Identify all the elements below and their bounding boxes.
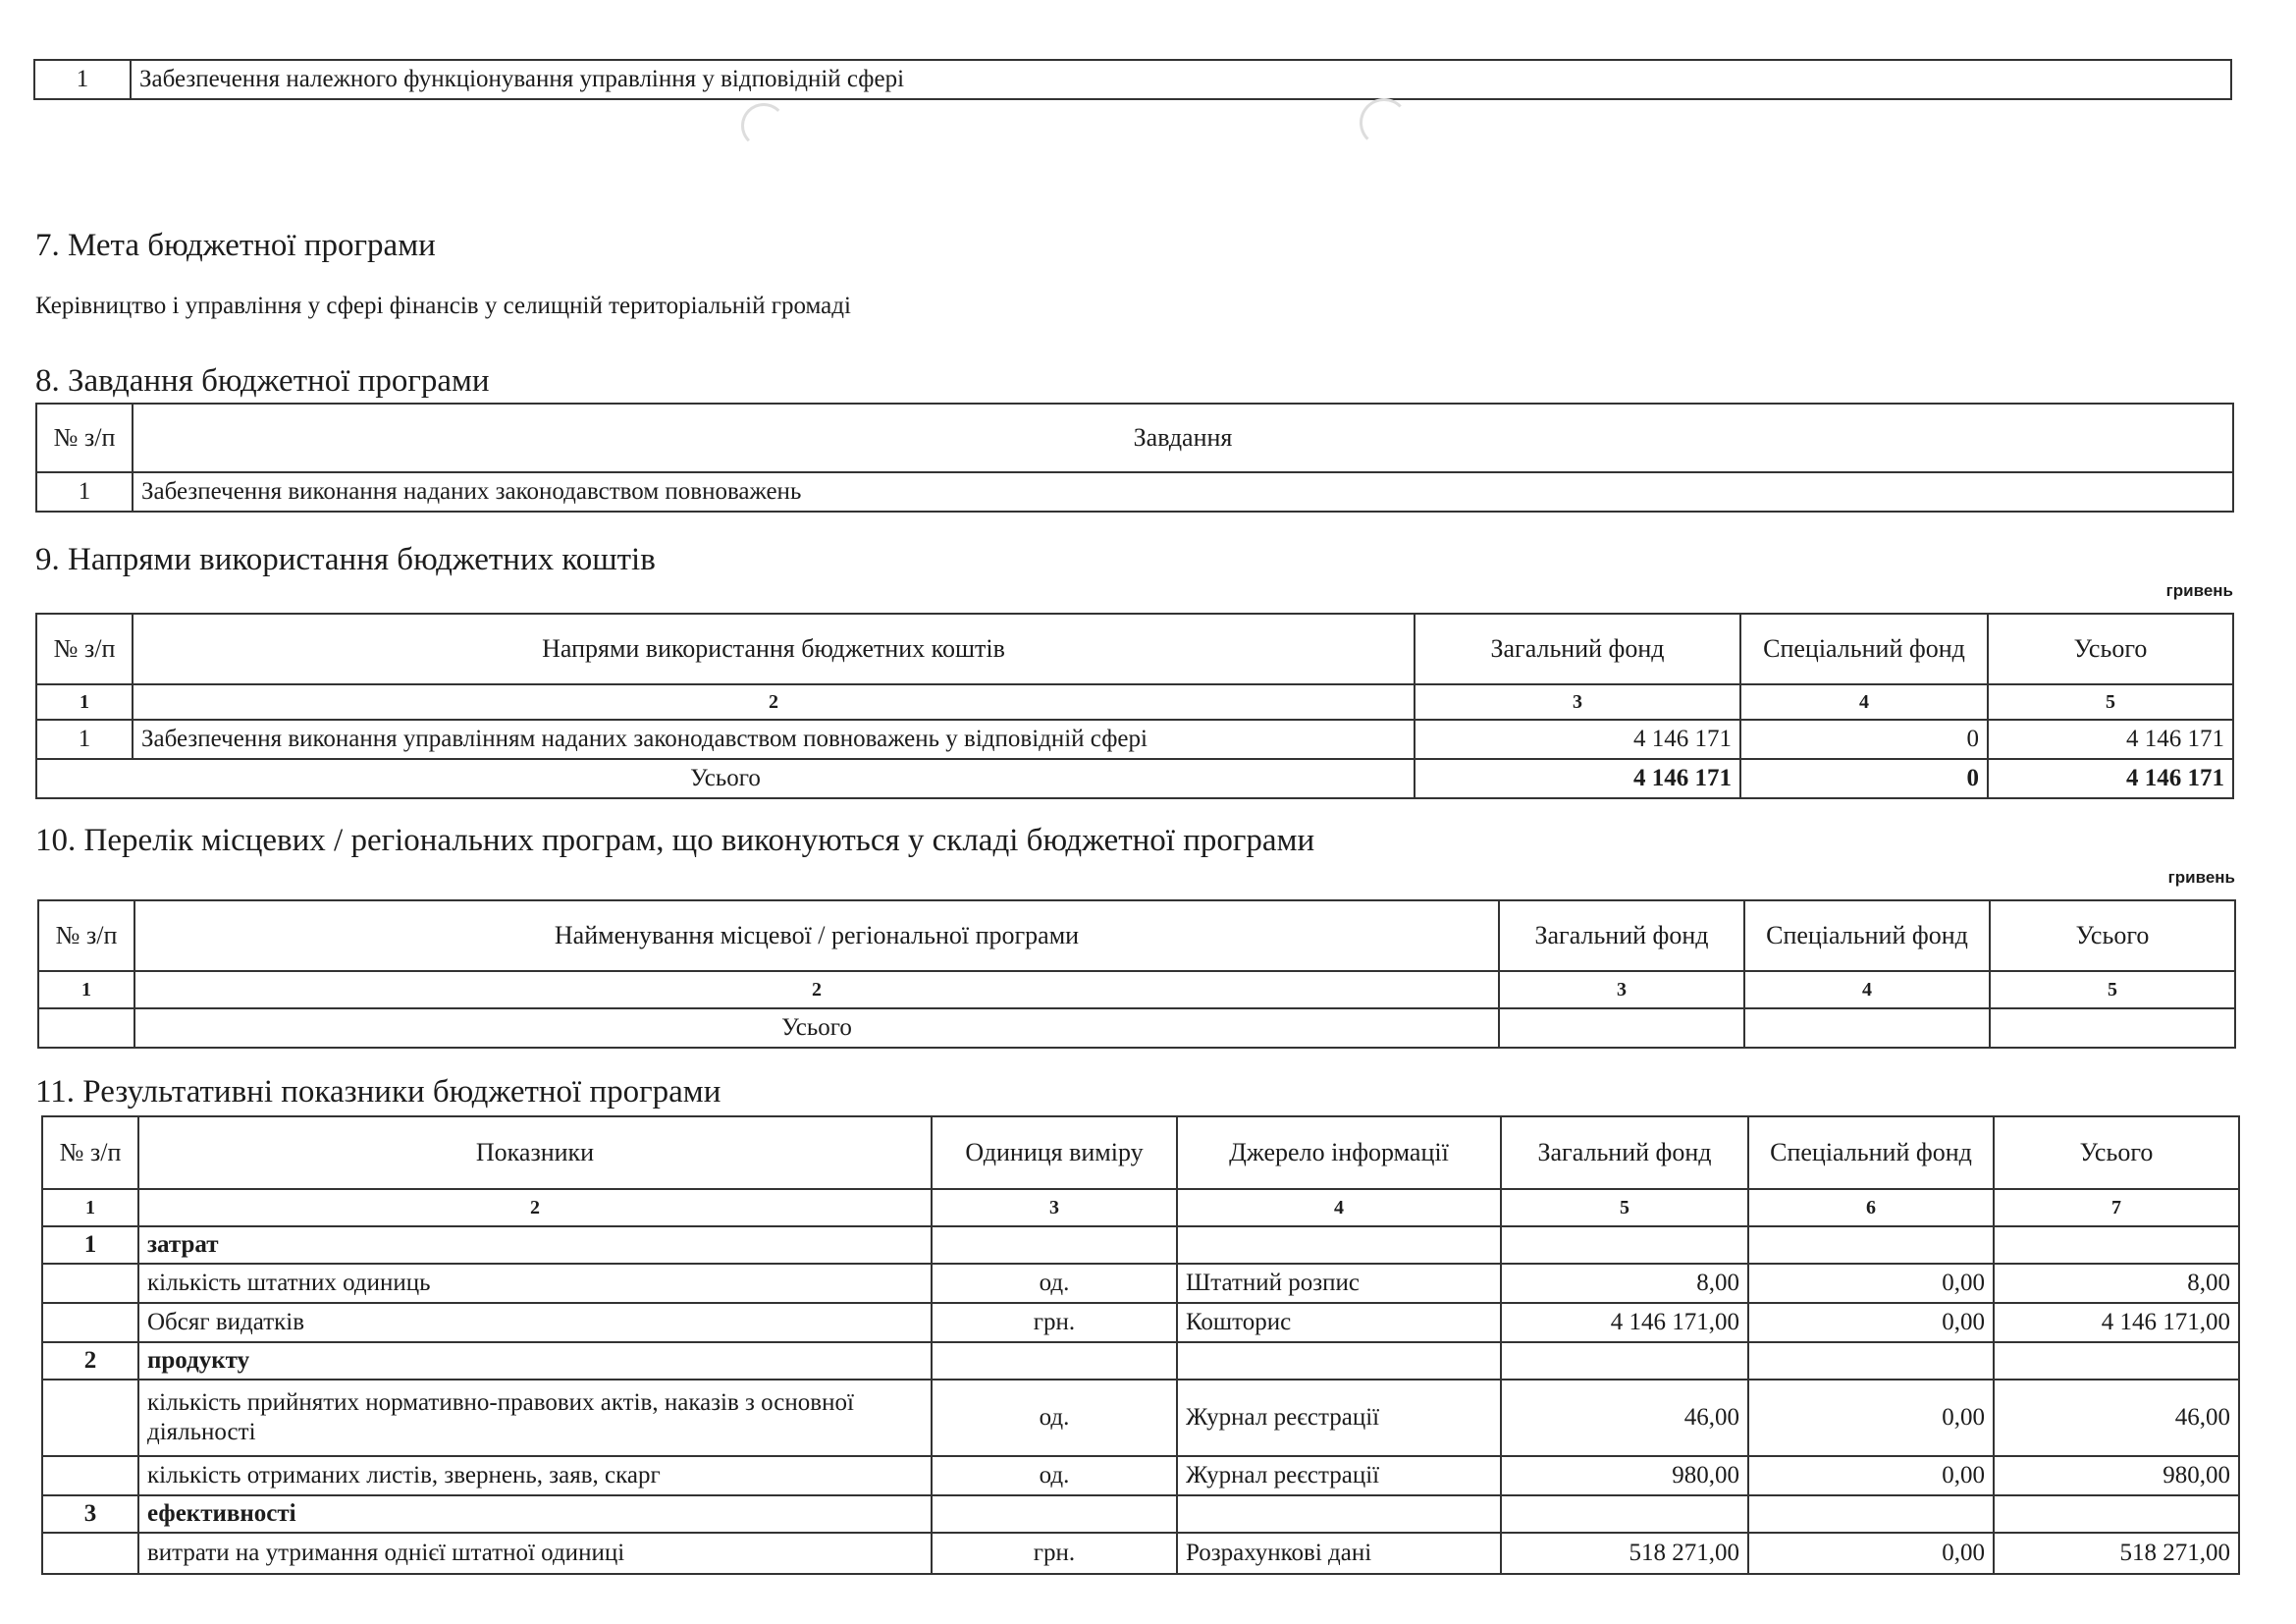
section-9-title: 9. Напрями використання бюджетних коштів: [35, 542, 656, 577]
section-10-title: 10. Перелік місцевих / регіональних програм, що виконуються у складі бюджетної програми: [35, 823, 1315, 858]
prog-header-name: Найменування місцевої / регіональної програми: [134, 900, 1499, 971]
dir-colnum: 2: [133, 684, 1415, 720]
indicator-unit: од.: [932, 1264, 1177, 1303]
table-row: [42, 1456, 2239, 1495]
total-row: [36, 759, 2233, 798]
indicator-name: витрати на утримання однієї штатної одиниці: [138, 1533, 932, 1574]
indicator-general: 4 146 171,00: [1501, 1303, 1748, 1342]
directions-table: [35, 613, 2234, 799]
group-num: 1: [42, 1226, 138, 1264]
prog-total-label: Усього: [134, 1008, 1499, 1048]
ind-header-special: Спеціальний фонд: [1748, 1116, 1994, 1189]
dir-row-total: 4 146 171: [1988, 720, 2233, 759]
dir-colnum: 3: [1415, 684, 1740, 720]
indicator-special: 0,00: [1748, 1380, 1994, 1456]
indicators-table: [41, 1115, 2240, 1575]
ind-colnum: 6: [1748, 1189, 1994, 1226]
indicator-unit: грн.: [932, 1303, 1177, 1342]
table-row: [36, 472, 2233, 512]
tasks-table: [35, 403, 2234, 513]
section-11-title: 11. Результативні показники бюджетної програми: [35, 1074, 721, 1110]
indicator-unit: од.: [932, 1456, 1177, 1495]
indicator-total: 980,00: [1994, 1456, 2239, 1495]
tasks-header-task: Завдання: [133, 404, 2233, 472]
dir-total-label: Усього: [36, 759, 1415, 798]
ind-header-unit: Одиниця виміру: [932, 1116, 1177, 1189]
prog-colnum: 2: [134, 971, 1499, 1008]
group-name: затрат: [138, 1226, 932, 1264]
dir-colnum: 1: [36, 684, 133, 720]
stamp-mark: [741, 103, 786, 148]
total-row: [38, 1008, 2235, 1048]
prog-header-general: Загальний фонд: [1499, 900, 1744, 971]
prog-colnum: 4: [1744, 971, 1990, 1008]
task-num: 1: [36, 472, 133, 512]
indicator-name: кількість отриманих листів, звернень, заяв, скарг: [138, 1456, 932, 1495]
section-7-text: Керівництво і управління у сфері фінансів у селищній територіальній громаді: [35, 293, 851, 319]
dir-header-num: № з/п: [36, 614, 133, 684]
prog-header-total: Усього: [1990, 900, 2235, 971]
dir-header-general: Загальний фонд: [1415, 614, 1740, 684]
dir-row-special: 0: [1740, 720, 1988, 759]
section-9-unit: гривень: [2165, 581, 2233, 600]
indicator-source: Кошторис: [1177, 1303, 1501, 1342]
section-8-title: 8. Завдання бюджетної програми: [35, 363, 490, 399]
indicator-name: Обсяг видатків: [138, 1303, 932, 1342]
indicator-unit: од.: [932, 1380, 1177, 1456]
indicator-total: 518 271,00: [1994, 1533, 2239, 1574]
indicator-source: Розрахункові дані: [1177, 1533, 1501, 1574]
table-row: [42, 1303, 2239, 1342]
indicator-special: 0,00: [1748, 1456, 1994, 1495]
group-row: [42, 1226, 2239, 1264]
indicator-general: 46,00: [1501, 1380, 1748, 1456]
indicator-special: 0,00: [1748, 1303, 1994, 1342]
indicator-general: 518 271,00: [1501, 1533, 1748, 1574]
prog-colnum: 5: [1990, 971, 2235, 1008]
group-name: ефективності: [138, 1495, 932, 1533]
indicator-general: 980,00: [1501, 1456, 1748, 1495]
indicator-source: Штатний розпис: [1177, 1264, 1501, 1303]
section-7-title: 7. Мета бюджетної програми: [35, 228, 436, 263]
table-row: [42, 1380, 2239, 1456]
programs-table: [37, 899, 2236, 1049]
group-num: 2: [42, 1342, 138, 1380]
ind-header-total: Усього: [1994, 1116, 2239, 1189]
prog-colnum: 1: [38, 971, 134, 1008]
dir-header-special: Спеціальний фонд: [1740, 614, 1988, 684]
dir-row-name: Забезпечення виконання управлінням наданих законодавством повноважень у відповідній сфері: [133, 720, 1415, 759]
prog-header-num: № з/п: [38, 900, 134, 971]
table-row: [42, 1264, 2239, 1303]
section-10-unit: гривень: [2167, 868, 2235, 887]
top-row-num: 1: [34, 60, 131, 99]
tasks-header-num: № з/п: [36, 404, 133, 472]
dir-colnum: 4: [1740, 684, 1988, 720]
dir-total-special: 0: [1740, 759, 1988, 798]
ind-colnum: 3: [932, 1189, 1177, 1226]
group-row: [42, 1495, 2239, 1533]
indicator-name: кількість прийнятих нормативно-правових актів, наказів з основної діяльності: [138, 1380, 932, 1456]
indicator-special: 0,00: [1748, 1264, 1994, 1303]
ind-header-num: № з/п: [42, 1116, 138, 1189]
dir-row-num: 1: [36, 720, 133, 759]
top-row-text: Забезпечення належного функціонування управління у відповідній сфері: [131, 60, 2231, 99]
ind-colnum: 2: [138, 1189, 932, 1226]
indicator-total: 46,00: [1994, 1380, 2239, 1456]
indicator-unit: грн.: [932, 1533, 1177, 1574]
group-name: продукту: [138, 1342, 932, 1380]
top-row-table: [33, 59, 2232, 100]
dir-row-general: 4 146 171: [1415, 720, 1740, 759]
prog-header-special: Спеціальний фонд: [1744, 900, 1990, 971]
indicator-total: 4 146 171,00: [1994, 1303, 2239, 1342]
group-num: 3: [42, 1495, 138, 1533]
dir-header-name: Напрями використання бюджетних коштів: [133, 614, 1415, 684]
ind-header-name: Показники: [138, 1116, 932, 1189]
ind-colnum: 7: [1994, 1189, 2239, 1226]
ind-header-source: Джерело інформації: [1177, 1116, 1501, 1189]
table-row: [42, 1533, 2239, 1574]
indicator-name: кількість штатних одиниць: [138, 1264, 932, 1303]
prog-colnum: 3: [1499, 971, 1744, 1008]
stamp-mark: [1360, 98, 1409, 147]
dir-colnum: 5: [1988, 684, 2233, 720]
ind-colnum: 4: [1177, 1189, 1501, 1226]
indicator-total: 8,00: [1994, 1264, 2239, 1303]
task-text: Забезпечення виконання наданих законодавством повноважень: [133, 472, 2233, 512]
indicator-general: 8,00: [1501, 1264, 1748, 1303]
ind-colnum: 5: [1501, 1189, 1748, 1226]
table-row: [36, 720, 2233, 759]
ind-colnum: 1: [42, 1189, 138, 1226]
dir-header-total: Усього: [1988, 614, 2233, 684]
indicator-source: Журнал реєстрації: [1177, 1380, 1501, 1456]
indicator-special: 0,00: [1748, 1533, 1994, 1574]
ind-header-general: Загальний фонд: [1501, 1116, 1748, 1189]
dir-total-total: 4 146 171: [1988, 759, 2233, 798]
indicator-source: Журнал реєстрації: [1177, 1456, 1501, 1495]
dir-total-general: 4 146 171: [1415, 759, 1740, 798]
group-row: [42, 1342, 2239, 1380]
